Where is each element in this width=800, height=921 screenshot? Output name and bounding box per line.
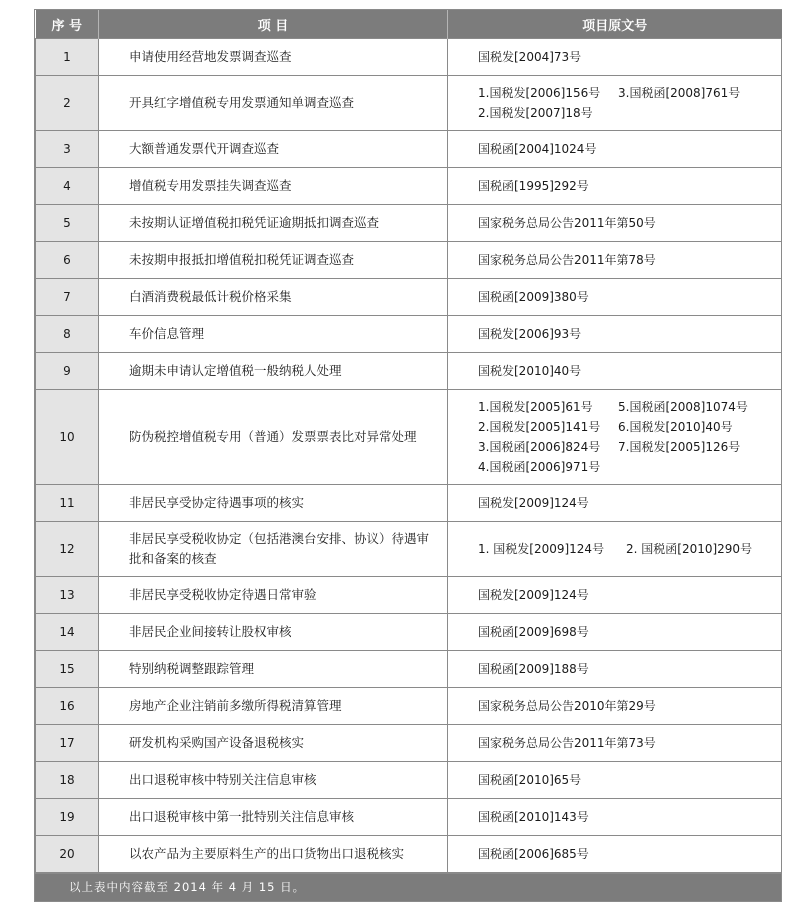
row-ref: 国家税务总局公告2011年第78号 (448, 242, 782, 279)
ref-entry: 6.国税发[2010]40号 (618, 420, 733, 434)
row-num: 15 (36, 651, 99, 688)
row-num: 4 (36, 168, 99, 205)
row-ref: 国税函[1995]292号 (448, 168, 782, 205)
row-ref: 国税函[2010]143号 (448, 799, 782, 836)
row-item: 未按期认证增值税扣税凭证逾期抵扣调查巡查 (99, 205, 448, 242)
ref-entry: 1.国税发[2006]156号 (478, 86, 601, 100)
row-ref: 国税函[2009]380号 (448, 279, 782, 316)
row-num: 2 (36, 76, 99, 131)
row-ref: 国税发[2004]73号 (448, 39, 782, 76)
row-item: 特别纳税调整跟踪管理 (99, 651, 448, 688)
row-ref: 国税发[2010]40号 (448, 353, 782, 390)
table-row (36, 131, 782, 168)
row-ref: 国家税务总局公告2011年第50号 (448, 205, 782, 242)
row-num: 10 (36, 390, 99, 485)
table-row (36, 168, 782, 205)
row-num: 9 (36, 353, 99, 390)
ref-entry: 5.国税函[2008]1074号 (618, 400, 748, 414)
row-num: 14 (36, 614, 99, 651)
row-item: 出口退税审核中特别关注信息审核 (99, 762, 448, 799)
table-row (36, 799, 782, 836)
tax-items-table (35, 10, 782, 873)
ref-entry: 2.国税发[2005]141号 (478, 420, 601, 434)
table-row (36, 485, 782, 522)
table-row (36, 39, 782, 76)
row-item: 开具红字增值税专用发票通知单调查巡查 (99, 76, 448, 131)
row-item: 非居民享受税收协定（包括港澳台安排、协议）待遇审批和备案的核查 (99, 522, 448, 577)
row-ref: 国税发[2006]93号 (448, 316, 782, 353)
row-num: 7 (36, 279, 99, 316)
row-num: 16 (36, 688, 99, 725)
row-ref: 国家税务总局公告2011年第73号 (448, 725, 782, 762)
ref-entry: 4.国税函[2006]971号 (478, 460, 601, 474)
row-ref: 国税函[2004]1024号 (448, 131, 782, 168)
row-item: 增值税专用发票挂失调查巡查 (99, 168, 448, 205)
row-item: 以农产品为主要原料生产的出口货物出口退税核实 (99, 836, 448, 873)
row-num: 17 (36, 725, 99, 762)
row-item: 逾期未申请认定增值税一般纳税人处理 (99, 353, 448, 390)
row-ref (448, 76, 782, 131)
table-row (36, 762, 782, 799)
table-row (36, 836, 782, 873)
document-table-frame (34, 9, 782, 902)
table-row (36, 205, 782, 242)
table-row (36, 353, 782, 390)
row-ref: 国税发[2009]124号 (448, 577, 782, 614)
ref-entry: 1. 国税发[2009]124号 (478, 542, 605, 556)
row-ref: 国税函[2006]685号 (448, 836, 782, 873)
row-item: 申请使用经营地发票调查巡查 (99, 39, 448, 76)
header-item: 项 目 (99, 10, 448, 39)
row-item: 大额普通发票代开调查巡查 (99, 131, 448, 168)
table-row (36, 242, 782, 279)
table-row (36, 390, 782, 485)
row-ref: 国税发[2009]124号 (448, 485, 782, 522)
row-num: 6 (36, 242, 99, 279)
ref-entry: 2. 国税函[2010]290号 (626, 542, 753, 556)
row-num: 3 (36, 131, 99, 168)
row-num: 20 (36, 836, 99, 873)
table-row (36, 651, 782, 688)
table-row (36, 688, 782, 725)
table-row (36, 614, 782, 651)
row-ref: 国家税务总局公告2010年第29号 (448, 688, 782, 725)
table-row (36, 577, 782, 614)
table-row (36, 279, 782, 316)
row-ref: 国税函[2009]698号 (448, 614, 782, 651)
row-ref: 国税函[2009]188号 (448, 651, 782, 688)
ref-entry: 1.国税发[2005]61号 (478, 400, 593, 414)
ref-entry: 3.国税函[2008]761号 (618, 86, 741, 100)
row-num: 12 (36, 522, 99, 577)
row-item: 出口退税审核中第一批特别关注信息审核 (99, 799, 448, 836)
ref-entry: 3.国税函[2006]824号 (478, 440, 601, 454)
row-ref (448, 522, 782, 577)
row-num: 1 (36, 39, 99, 76)
table-header-row (36, 10, 782, 39)
row-item: 非居民享受税收协定待遇日常审验 (99, 577, 448, 614)
ref-entry: 7.国税发[2005]126号 (618, 440, 741, 454)
table-row (36, 725, 782, 762)
footnote: 以上表中内容截至 2014 年 4 月 15 日。 (35, 873, 781, 901)
row-num: 18 (36, 762, 99, 799)
row-item: 未按期申报抵扣增值税扣税凭证调查巡查 (99, 242, 448, 279)
ref-entry: 2.国税发[2007]18号 (478, 106, 593, 120)
row-num: 13 (36, 577, 99, 614)
row-item: 白酒消费税最低计税价格采集 (99, 279, 448, 316)
header-num: 序 号 (36, 10, 99, 39)
row-item: 研发机构采购国产设备退税核实 (99, 725, 448, 762)
row-item: 房地产企业注销前多缴所得税清算管理 (99, 688, 448, 725)
row-item: 非居民享受协定待遇事项的核实 (99, 485, 448, 522)
row-item: 防伪税控增值税专用（普通）发票票表比对异常处理 (99, 390, 448, 485)
row-num: 11 (36, 485, 99, 522)
row-ref: 国税函[2010]65号 (448, 762, 782, 799)
row-num: 19 (36, 799, 99, 836)
row-num: 8 (36, 316, 99, 353)
row-item: 车价信息管理 (99, 316, 448, 353)
table-row (36, 522, 782, 577)
table-row (36, 316, 782, 353)
table-row (36, 76, 782, 131)
row-num: 5 (36, 205, 99, 242)
header-ref: 项目原文号 (448, 10, 782, 39)
row-item: 非居民企业间接转让股权审核 (99, 614, 448, 651)
row-ref (448, 390, 782, 485)
